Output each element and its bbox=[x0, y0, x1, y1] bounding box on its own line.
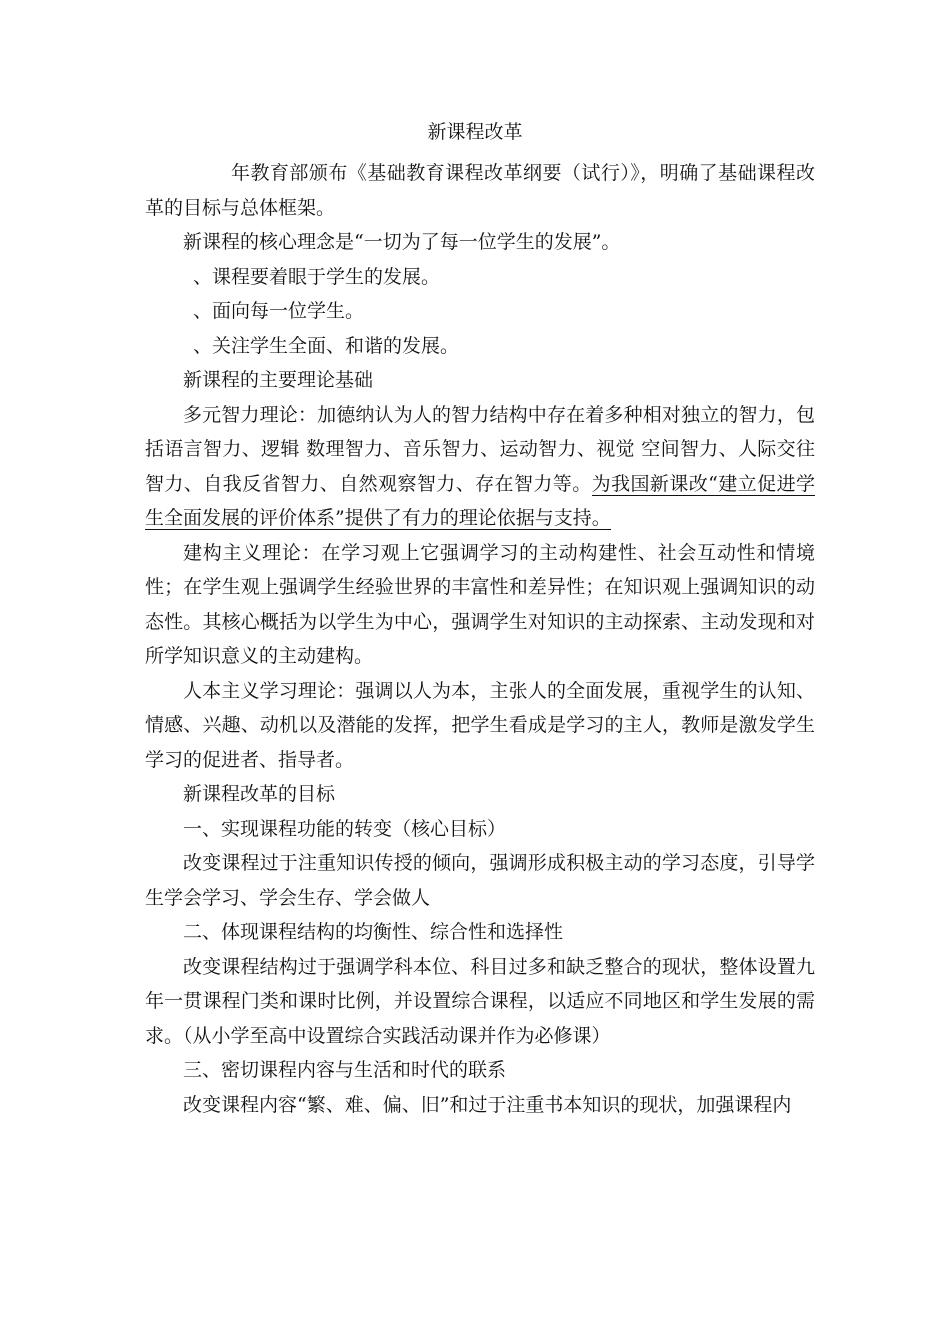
paragraph-14 bbox=[145, 1053, 815, 1088]
paragraph-13 bbox=[145, 950, 815, 1054]
underlined-text: 为我国新课改“建立促进学生全面发展的评价体系”提供了有力的理论依据与支持。 bbox=[145, 472, 815, 529]
paragraph-text: 二、体现课程结构的均衡性、综合性和选择性 bbox=[183, 921, 564, 943]
paragraph-text: 人本主义学习理论：强调以人为本，主张人的全面发展，重视学生的认知、情感、兴趣、动机以及潜能的发挥，把学生看成是学习的主人，教师是激发学生学习的促进者、指导者。 bbox=[145, 679, 815, 771]
paragraph-2 bbox=[145, 260, 815, 295]
paragraph-text: 建构主义理论：在学习观上它强调学习的主动构建性、社会互动性和情境性；在学生观上强调学生经验世界的丰富性和差异性；在知识观上强调知识的动态性。其核心概括为以学生为中心，强调学生对知识的主动探索、主动发现和对所学知识意义的主动建构。 bbox=[145, 541, 815, 667]
paragraph-10 bbox=[145, 812, 815, 847]
document-body bbox=[145, 156, 815, 1122]
paragraph-text: 新课程改革的目标 bbox=[183, 783, 336, 805]
paragraph-9 bbox=[145, 777, 815, 812]
document-title: 新课程改革 bbox=[427, 121, 523, 143]
paragraph-5 bbox=[145, 363, 815, 398]
paragraph-7 bbox=[145, 536, 815, 674]
paragraph-text: 三、密切课程内容与生活和时代的联系 bbox=[183, 1059, 507, 1081]
paragraph-3 bbox=[145, 294, 815, 329]
paragraph-11 bbox=[145, 846, 815, 915]
paragraph-text: 、关注学生全面、和谐的发展。 bbox=[193, 334, 460, 357]
paragraph-text: 一、实现课程功能的转变（核心目标） bbox=[183, 817, 507, 840]
paragraph-1 bbox=[145, 225, 815, 260]
paragraph-text: 改变课程过于注重知识传授的倾向，强调形成积极主动的学习态度，引导学生学会学习、学会生存、学会做人 bbox=[145, 852, 815, 909]
paragraph-4 bbox=[145, 329, 815, 364]
paragraph-12 bbox=[145, 915, 815, 950]
paragraph-text: 年教育部颁布《基础教育课程改革纲要（试行）》，明确了基础课程改革的目标与总体框架。 bbox=[145, 162, 815, 219]
paragraph-text: 、面向每一位学生。 bbox=[193, 300, 365, 322]
paragraph-text: 改变课程内容“繁、难、偏、旧”和过于注重书本知识的现状，加强课程内 bbox=[183, 1093, 792, 1116]
paragraph-15 bbox=[145, 1088, 815, 1123]
paragraph-0 bbox=[145, 156, 815, 225]
paragraph-text: 多元智力理论：加德纳认为人的智力结构中存在着多种相对独立的智力，包括语言智力、逻辑 数理智力、音乐智力、运动智力、视觉 空间智力、人际交往智力、自我反省智力、自然观察智力、存在智力等。 bbox=[145, 403, 815, 495]
paragraph-text: 新课程的主要理论基础 bbox=[183, 369, 374, 391]
paragraph-text: 、课程要着眼于学生的发展。 bbox=[193, 265, 441, 288]
paragraph-8 bbox=[145, 674, 815, 778]
paragraph-text: 改变课程结构过于强调学科本位、科目过多和缺乏整合的现状，整体设置九年一贯课程门类和课时比例，并设置综合课程，以适应不同地区和学生发展的需求。（从小学至高中设置综合实践活动课并作为必修课） bbox=[145, 955, 815, 1047]
paragraph-6 bbox=[145, 398, 815, 536]
paragraph-text: 新课程的核心理念是“一切为了每一位学生的发展”。 bbox=[183, 231, 621, 253]
